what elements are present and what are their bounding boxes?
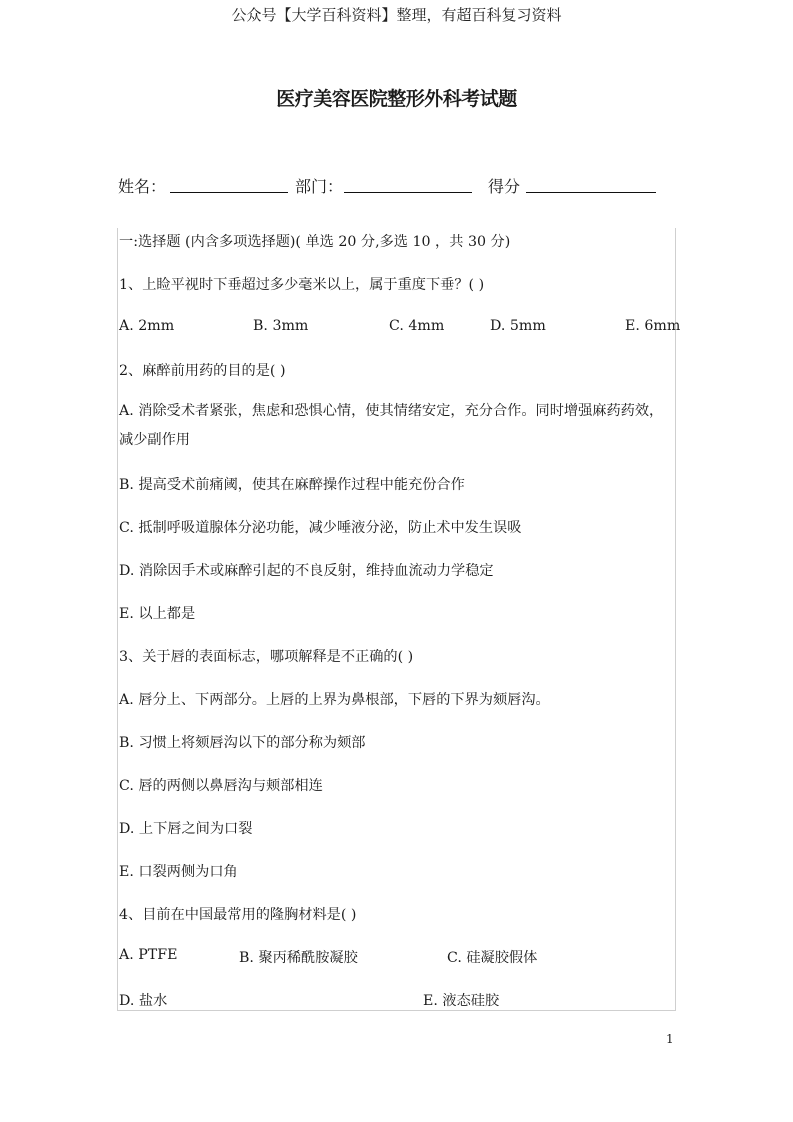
q4-option-d: D. 盐水 — [119, 993, 168, 1009]
header-note: 公众号【大学百科资料】整理，有超百科复习资料 — [231, 6, 562, 24]
question-3-stem: 3、关于唇的表面标志，哪项解释是不正确的( ) — [119, 649, 414, 665]
q3-option-a: A. 唇分上、下两部分。上唇的上界为鼻根部，下唇的下界为颏唇沟。 — [119, 692, 550, 708]
q4-option-e: E. 液态硅胶 — [423, 993, 500, 1009]
q3-option-c: C. 唇的两侧以鼻唇沟与颊部相连 — [119, 778, 323, 794]
question-4-stem: 4、目前在中国最常用的隆胸材料是( ) — [119, 907, 357, 923]
page-number: 1 — [666, 1032, 674, 1046]
q1-option-c: C. 4mm — [389, 318, 445, 334]
q2-option-e: E. 以上都是 — [119, 606, 196, 622]
q1-option-a: A. 2mm — [119, 318, 175, 334]
name-blank[interactable] — [170, 192, 288, 193]
score-label: 得分 — [488, 177, 521, 196]
score-blank[interactable] — [526, 192, 656, 193]
q2-option-a: A. 消除受术者紧张，焦虑和恐惧心情，使其情绪安定，充分合作。同时增强麻药药效，减少副作用 — [119, 403, 664, 448]
q3-option-e: E. 口裂两侧为口角 — [119, 864, 238, 880]
question-2-stem: 2、麻醉前用药的目的是( ) — [119, 363, 286, 379]
q4-option-c: C. 硅凝胶假体 — [447, 950, 538, 966]
section-heading: 一:选择题 (内含多项选择题)( 单选 20 分,多选 10 ，共 30 分) — [119, 234, 511, 250]
department-blank[interactable] — [344, 192, 472, 193]
content-frame — [117, 228, 676, 1011]
department-label: 部门： — [295, 177, 344, 196]
q2-option-c: C. 抵制呼吸道腺体分泌功能，减少唾液分泌，防止术中发生误吸 — [119, 520, 522, 536]
q1-option-b: B. 3mm — [253, 318, 309, 334]
q4-option-b: B. 聚丙稀酰胺凝胶 — [239, 950, 358, 966]
q1-option-e: E. 6mm — [625, 318, 681, 334]
exam-info-row — [118, 170, 678, 198]
question-1-stem: 1、上睑平视时下垂超过多少毫米以上，属于重度下垂？( ) — [119, 277, 485, 293]
q4-option-a: A. PTFE — [119, 947, 178, 963]
q3-option-b: B. 习惯上将颏唇沟以下的部分称为颏部 — [119, 735, 366, 751]
q2-option-b: B. 提高受术前痛阈，使其在麻醉操作过程中能充份合作 — [119, 477, 465, 493]
q1-option-d: D. 5mm — [490, 318, 546, 334]
q3-option-d: D. 上下唇之间为口裂 — [119, 821, 253, 837]
page-title: 医疗美容医院整形外科考试题 — [276, 88, 517, 110]
q2-option-d: D. 消除因手术或麻醉引起的不良反射，维持血流动力学稳定 — [119, 563, 494, 579]
name-label: 姓名： — [118, 177, 167, 196]
